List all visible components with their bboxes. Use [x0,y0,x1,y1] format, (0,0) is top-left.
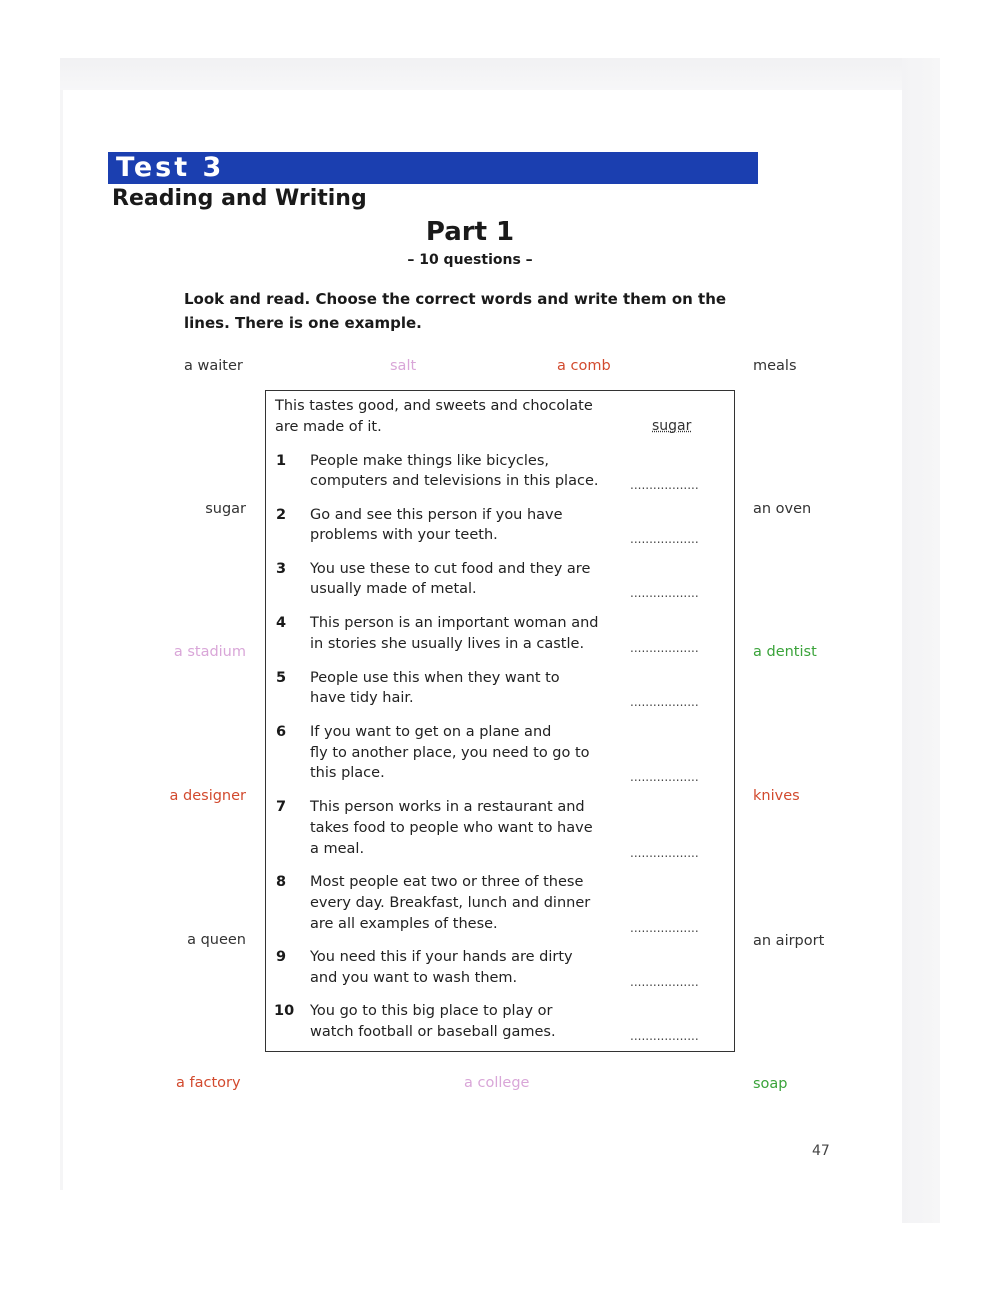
word-a-factory: a factory [176,1075,241,1091]
answer-line-10[interactable]: .................. [630,1029,699,1043]
answer-line-5[interactable]: .................. [630,695,699,709]
scan-shadow-left [60,90,63,1190]
question-2-line-2: problems with your teeth. [310,527,498,543]
question-3-line-2: usually made of metal. [310,581,477,597]
question-2-line-1: Go and see this person if you have [310,507,563,523]
test-title: Test 3 [116,152,225,183]
question-8-line-3: are all examples of these. [310,916,498,932]
question-number: 10 [274,1003,295,1019]
word-a-stadium: a stadium [173,644,246,660]
question-number: 6 [276,724,287,740]
question-number: 8 [276,874,287,890]
question-1-line-1: People make things like bicycles, [310,453,550,469]
word-knives: knives [753,788,800,804]
word-soap: soap [753,1076,788,1092]
example-line-2: are made of it. [275,419,382,435]
scan-shadow-top [60,58,902,90]
question-4-line-1: This person is an important woman and [310,615,599,631]
word-salt: salt [390,358,417,374]
word-an-airport: an airport [753,933,825,949]
answer-line-1[interactable]: .................. [630,478,699,492]
scan-shadow-right [902,58,940,1223]
question-10-line-1: You go to this big place to play or [310,1003,553,1019]
question-5-line-1: People use this when they want to [310,670,560,686]
question-3-line-1: You use these to cut food and they are [310,561,591,577]
question-4-line-2: in stories she usually lives in a castle. [310,636,585,652]
question-number: 5 [276,670,287,686]
answer-line-7[interactable]: .................. [630,846,699,860]
question-7-line-1: This person works in a restaurant and [310,799,585,815]
answer-line-6[interactable]: .................. [630,770,699,784]
answer-line-2[interactable]: .................. [630,532,699,546]
word-a-college: a college [464,1075,530,1091]
word-a-dentist: a dentist [753,644,817,660]
question-1-line-2: computers and televisions in this place. [310,473,599,489]
word-an-oven: an oven [753,501,812,517]
question-number: 9 [276,949,287,965]
section-title: Reading and Writing [112,186,367,211]
part-subtitle: – 10 questions – [407,252,533,268]
word-a-designer: a designer [169,788,246,804]
example-line-1: This tastes good, and sweets and chocolate [275,398,593,414]
question-6-line-2: fly to another place, you need to go to [310,745,590,761]
instructions: Look and read. Choose the correct words and write them on the lines. There is one example. [184,290,727,332]
part-title: Part 1 [425,217,515,247]
example-answer: sugar [652,418,692,434]
word-a-queen: a queen [187,932,246,948]
question-5-line-2: have tidy hair. [310,690,414,706]
question-number: 7 [276,799,287,815]
question-6-line-3: this place. [310,765,385,781]
question-number: 2 [276,507,287,523]
question-number: 1 [276,453,287,469]
answer-line-4[interactable]: .................. [630,641,699,655]
word-meals: meals [753,358,797,374]
word-sugar: sugar [205,501,246,517]
question-number: 3 [276,561,287,577]
answer-line-8[interactable]: .................. [630,921,699,935]
page-number: 47 [812,1143,830,1159]
question-7-line-3: a meal. [310,841,365,857]
answer-line-9[interactable]: .................. [630,975,699,989]
question-number: 4 [276,615,287,631]
question-10-line-2: watch football or baseball games. [310,1024,556,1040]
question-8-line-1: Most people eat two or three of these [310,874,584,890]
question-7-line-2: takes food to people who want to have [310,820,593,836]
word-a-waiter: a waiter [184,358,243,374]
question-8-line-2: every day. Breakfast, lunch and dinner [310,895,591,911]
question-9-line-2: and you want to wash them. [310,970,518,986]
answer-line-3[interactable]: .................. [630,586,699,600]
word-a-comb: a comb [557,358,611,374]
question-9-line-1: You need this if your hands are dirty [310,949,573,965]
question-6-line-1: If you want to get on a plane and [310,724,552,740]
